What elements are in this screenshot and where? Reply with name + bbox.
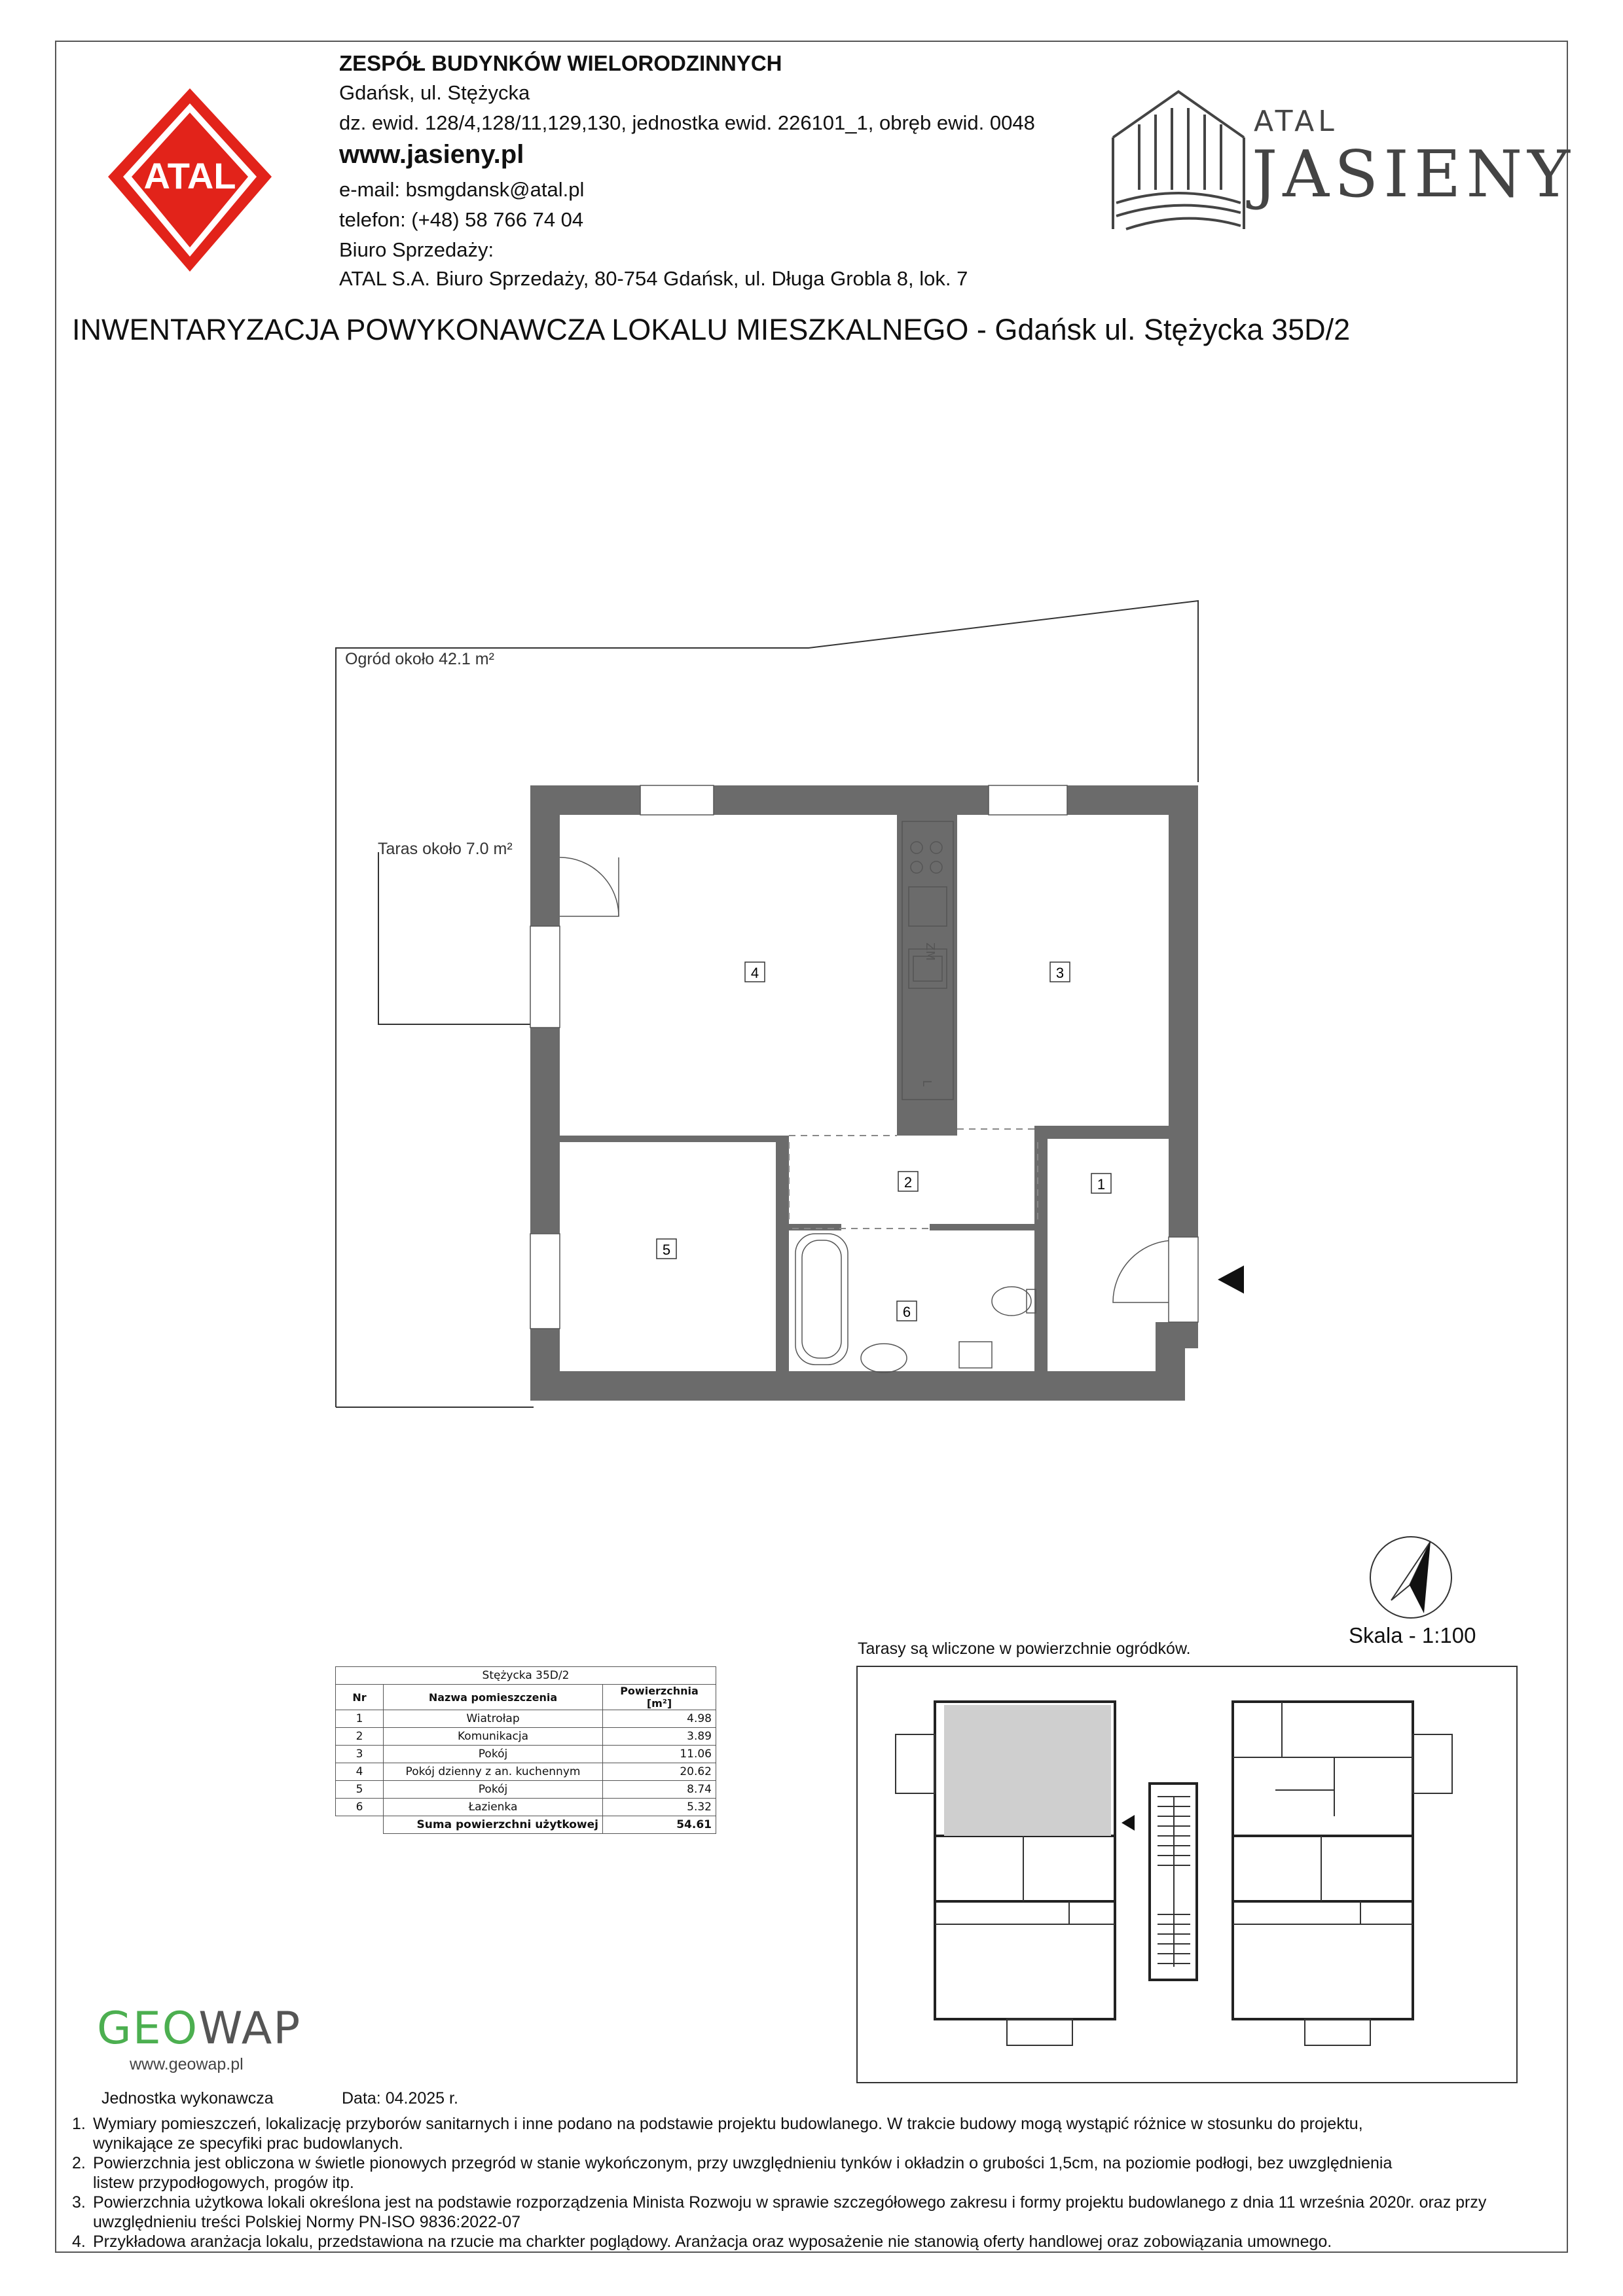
terrace-label: Taras około 7.0 m² bbox=[378, 840, 513, 858]
header-area: Powierzchnia [m²] bbox=[603, 1685, 716, 1710]
email-line: e-mail: bsmgdansk@atal.pl bbox=[339, 178, 585, 201]
table-row: 5 Pokój 8.74 bbox=[336, 1781, 716, 1799]
note-item: 3. Powierzchnia użytkowa lokali określona jest na podstawie rozporządzenia Minista Rozwoju w sprawie szczegółowego zakresu i formy projektu budowlanego z dnia 11 września 2020r. oraz przy uwzględnieniu treści Polskiej Normy PN-ISO 9836:2022-07 bbox=[72, 2193, 1487, 2231]
table-total-row: Suma powierzchni użytkowej 54.61 bbox=[336, 1816, 716, 1834]
jasieny-logo bbox=[1100, 79, 1578, 242]
brand-large: JASIENY bbox=[1252, 137, 1575, 212]
office-address: ATAL S.A. Biuro Sprzedaży, 80-754 Gdańsk, ul. Długa Grobla 8, lok. 7 bbox=[339, 267, 968, 290]
office-label: Biuro Sprzedaży: bbox=[339, 238, 494, 261]
north-arrow-icon bbox=[1365, 1532, 1457, 1623]
website-link[interactable]: www.jasieny.pl bbox=[339, 140, 524, 169]
room-6-label: 6 bbox=[902, 1304, 911, 1320]
table-row: 2 Komunikacja 3.89 bbox=[336, 1728, 716, 1746]
note-item: 4. Przykładowa aranżacja lokalu, przedstawiona na rzucie ma charkter poglądowy. Aranżacja oraz wyposażenie nie stanowią oferty handlowej oraz zobowiązania umownego. bbox=[72, 2233, 1332, 2251]
parcel-line: dz. ewid. 128/4,128/11,129,130, jednostka ewid. 226101_1, obręb ewid. 0048 bbox=[339, 111, 1035, 134]
geowap-url[interactable]: www.geowap.pl bbox=[130, 2055, 244, 2073]
appliance-l: L bbox=[920, 1080, 934, 1087]
room-5-label: 5 bbox=[662, 1242, 671, 1258]
table-row: 3 Pokój 11.06 bbox=[336, 1746, 716, 1763]
page-title: INWENTARYZACJA POWYKONAWCZA LOKALU MIESZKALNEGO - Gdańsk ul. Stężycka 35D/2 bbox=[72, 313, 1351, 346]
company-line: ZESPÓŁ BUDYNKÓW WIELORODZINNYCH bbox=[339, 51, 782, 75]
floor-plan bbox=[327, 589, 1244, 1414]
brand-small: ATAL bbox=[1254, 105, 1338, 138]
key-plan bbox=[856, 1666, 1518, 2085]
appliance-zm: ZM bbox=[923, 942, 937, 961]
geowap-logo: GEOWAP bbox=[97, 2003, 302, 2054]
address-line: Gdańsk, ul. Stężycka bbox=[339, 81, 530, 104]
room-2-label: 2 bbox=[903, 1174, 913, 1191]
entrance-arrow bbox=[1218, 1257, 1244, 1302]
garden-label: Ogród około 42.1 m² bbox=[345, 650, 494, 668]
contractor-label: Jednostka wykonawcza bbox=[101, 2089, 274, 2108]
table-caption: Stężycka 35D/2 bbox=[336, 1667, 716, 1685]
note-item: 1. Wymiary pomieszczeń, lokalizację przyborów sanitarnych i inne podano na podstawie projektu budowlanego. W trakcie budowy mogą wystąpić różnice w stosunku do projektu, wynikające ze specyfiki prac budowlanych. bbox=[72, 2115, 1363, 2153]
table-row: 6 Łazienka 5.32 bbox=[336, 1799, 716, 1816]
room-1-label: 1 bbox=[1097, 1176, 1106, 1193]
note-item: 2. Powierzchnia jest obliczona w świetle pionowych przegród w stanie wykończonym, przy uwzględnieniu tynków i okładzin o grubości 1,5cm, na poziomie podłogi, bez uwzględnienia listew przypodłogowych, progów itp. bbox=[72, 2154, 1393, 2192]
header-nr: Nr bbox=[336, 1685, 384, 1710]
room-3-label: 3 bbox=[1055, 965, 1065, 981]
room-table bbox=[335, 1666, 716, 1834]
table-row: 4 Pokój dzienny z an. kuchennym 20.62 bbox=[336, 1763, 716, 1781]
atal-logo bbox=[105, 85, 275, 275]
header-name: Nazwa pomieszczenia bbox=[384, 1685, 603, 1710]
scale-label: Skala - 1:100 bbox=[1349, 1623, 1476, 1647]
atal-logo-text: ATAL bbox=[143, 155, 236, 196]
table-row: 1 Wiatrołap 4.98 bbox=[336, 1710, 716, 1728]
room-4-label: 4 bbox=[750, 965, 759, 981]
key-plan-note: Tarasy są wliczone w powierzchnie ogródków. bbox=[858, 1640, 1191, 1658]
phone-line: telefon: (+48) 58 766 74 04 bbox=[339, 208, 584, 231]
notes bbox=[72, 2114, 1539, 2251]
date-label: Data: 04.2025 r. bbox=[342, 2089, 458, 2108]
